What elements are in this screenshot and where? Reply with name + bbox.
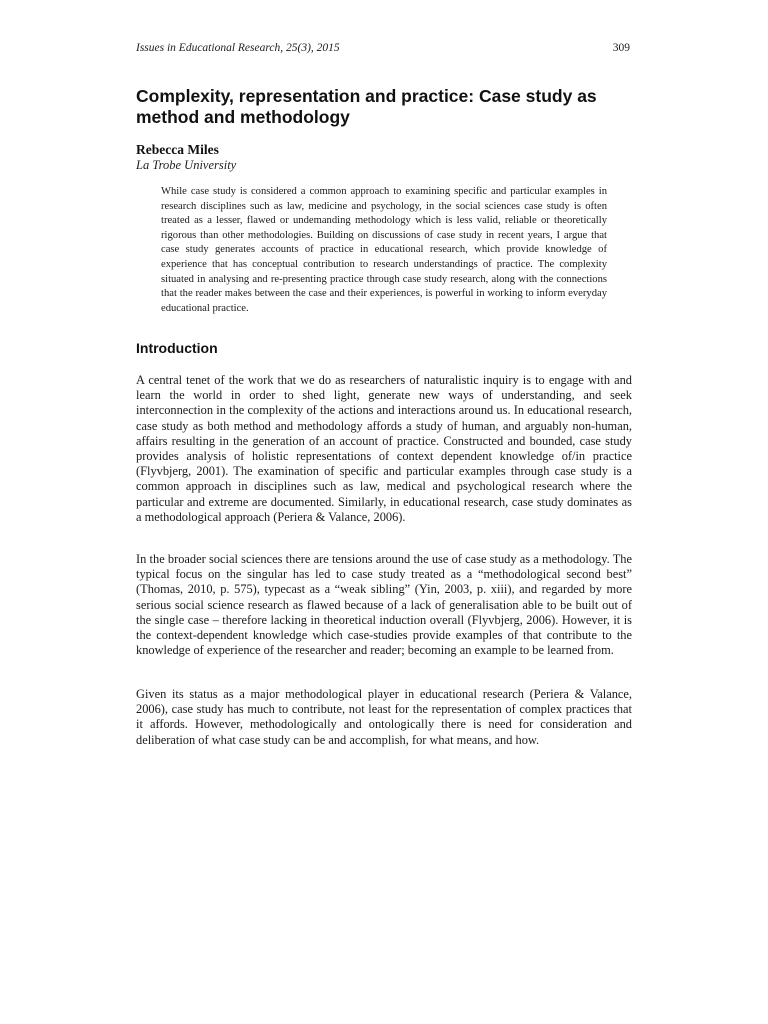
- article-title: Complexity, representation and practice: Case study as method and methodology: [136, 86, 597, 127]
- body-paragraph: A central tenet of the work that we do as researchers of naturalistic inquiry is to engage with and learn the world in order to shed light, generate new ways of understanding, and seek interconnection in the complexity of the actions and interactions around us. In educational research, case study as both method and methodology affords a study of human, and arguably non-human, affairs resulting in the generation of an account of practice. Constructed and bounded, case study provides analysis of holistic representations of context dependent knowledge of/in practice (Flyvbjerg, 2001). The examination of specific and particular examples through case study is a common approach in disciplines such as law, medical and psychological research where the particular and extreme are documented. Similarly, in educational research, case study dominates as a methodological approach (Periera & Valance, 2006).: [136, 373, 632, 524]
- author-name: Rebecca Miles: [136, 142, 219, 157]
- body-paragraph: Given its status as a major methodological player in educational research (Periera & Valance, 2006), case study has much to contribute, not least for the representation of complex practices that it affords. However, methodologically and ontologically there is need for consideration and deliberation of what case study can be and accomplish, for what means, and how.: [136, 687, 632, 747]
- running-head: Issues in Educational Research, 25(3), 2015: [136, 42, 340, 54]
- body-paragraph: In the broader social sciences there are tensions around the use of case study as a methodology. The typical focus on the singular has led to case study treated as a “methodological second best” (Thomas, 2010, p. 575), typecast as a “weak sibling” (Yin, 2003, p. xiii), and regarded by more serious social science research as flawed because of a lack of generalisation able to be built out of the single case – therefore lacking in theoretical induction overall (Flyvbjerg, 2006). However, it is the context-dependent knowledge which case-studies provide examples of that contribute to the knowledge of experience of the researcher and reader; becoming an example to be learned from.: [136, 552, 632, 658]
- abstract: While case study is considered a common approach to examining specific and particular examples in research disciplines such as law, medicine and psychology, in the social sciences case study is often treated as a lesser, flawed or undemanding methodology which is less valid, reliable or theoretically rigorous than other methodologies. Building on discussions of case study in recent years, I argue that case study generates accounts of practice in educational research, which provide knowledge of experience that has conceptual contribution to research understandings of practice. The complexity situated in analysing and re-presenting practice through case study research, along with the connections that the reader makes between the case and their experiences, is powerful in working to inform everyday educational practice.: [161, 186, 607, 314]
- page-number: 309: [612, 42, 630, 54]
- author-affiliation: La Trobe University: [136, 158, 237, 172]
- section-heading-introduction: Introduction: [136, 340, 218, 356]
